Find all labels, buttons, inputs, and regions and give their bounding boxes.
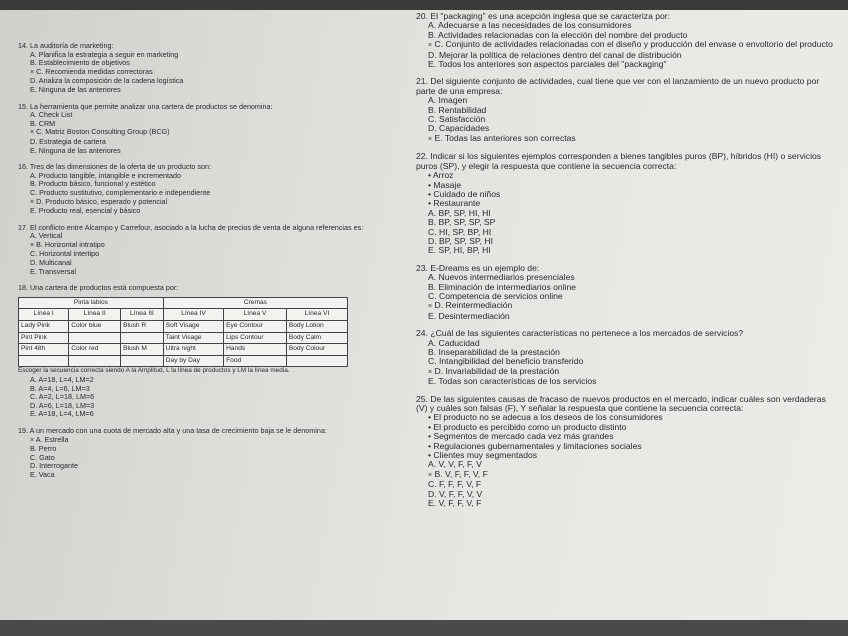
option-e: E. Ninguna de las anteriores xyxy=(30,145,121,155)
question-stem: 21. Del siguiente conjunto de actividades, cual tiene que ver con el lanzamiento de un nuevo producto por parte de una empresa: xyxy=(416,76,820,96)
check-mark: × xyxy=(30,68,35,76)
option-b: B. CRM xyxy=(30,118,56,128)
option-e: E. SP, HI, BP, HI xyxy=(428,245,491,256)
question-stem: 17. El conflicto entre Alcampo y Carrefour, asociado a la lucha de precios de venta de alguna referencias es: xyxy=(18,222,364,232)
option-a: A. V, V, F, F, V xyxy=(428,459,482,470)
question-stem: 16. Tres de las dimensiones de la oferta de un producto son: xyxy=(18,162,211,172)
column-header: Línea V xyxy=(224,309,287,321)
check-mark: × xyxy=(428,471,433,479)
option-e: × E. Todas las anteriores son correctas xyxy=(428,132,576,143)
option-c: C. Satisfacción xyxy=(428,114,486,125)
list-item: • Cuidado de niños xyxy=(428,188,501,199)
option-a: A. Planifica la estrategia a seguir en marketing xyxy=(30,49,179,59)
question-24 xyxy=(416,329,836,386)
table-row xyxy=(19,321,348,333)
option-d: D. Interrogante xyxy=(30,461,78,471)
check-mark: × xyxy=(30,198,35,206)
table-cell: Day by Day xyxy=(163,355,223,367)
option-b: B. Establecimiento de objetivos xyxy=(30,58,130,68)
list-item: • Clientes muy segmentados xyxy=(428,450,538,461)
question-stem: 22. Indicar si los siguientes ejemplos corresponden a bienes tangibles puros (BP), híbridos (HI) o servicios puros (SP), y elegir la respuesta que contiene la secuencia correcta: xyxy=(416,151,822,171)
question-19 xyxy=(18,427,410,480)
option-a: A. Producto tangible, intangible e incrementado xyxy=(30,170,182,180)
table-cell: Lips Contour xyxy=(224,332,287,344)
option-e: E. Todas son características de los servicios xyxy=(428,376,597,387)
question-stem: 18. Una cartera de productos está compuesta por: xyxy=(18,283,179,293)
product-portfolio-table-wrap xyxy=(18,297,410,368)
option-b: B. A=4, L=6, LM=3 xyxy=(30,383,90,393)
column-header: Línea II xyxy=(69,309,121,321)
option-d: D. A=6, L=18, LM=3 xyxy=(30,400,95,410)
question-25 xyxy=(416,395,836,509)
table-cell xyxy=(19,355,69,367)
list-item: • Segmentos de mercado cada vez más grandes xyxy=(428,431,614,442)
question-stem: 19. A un mercado con una cuota de mercado alta y una tasa de crecimiento baja se le denomina: xyxy=(18,425,327,435)
check-mark: × xyxy=(428,42,433,50)
option-e: E. Transversal xyxy=(30,266,76,276)
table-cell xyxy=(121,355,164,367)
option-e: E. Todos los anteriores son aspectos parciales del "packaging" xyxy=(428,59,667,70)
table-cell: Soft Visage xyxy=(163,321,223,333)
product-portfolio-table xyxy=(18,297,348,368)
option-b: B. Actividades relacionadas con la elección del nombre del producto xyxy=(428,29,688,40)
table-row xyxy=(19,332,348,344)
option-b: B. Producto básico, funcional y estético xyxy=(30,179,156,189)
option-c: × C. Matriz Boston Consulting Group (BCG) xyxy=(30,127,170,137)
list-item: • Regulaciones gubernamentales y limitaciones sociales xyxy=(428,440,642,451)
table-cell: Body Calm xyxy=(286,332,347,344)
column-header: Línea I xyxy=(19,309,69,321)
list-item: • Restaurante xyxy=(428,198,481,209)
option-b: B. Inseparabilidad de la prestación xyxy=(428,347,560,357)
option-a: A. Vertical xyxy=(30,231,63,241)
table-cell: Ultra night xyxy=(163,344,223,356)
question-21 xyxy=(416,77,836,144)
option-c: C. A=2, L=18, LM=6 xyxy=(30,392,95,402)
list-item: • El producto no se adecua a los deseos de los consumidores xyxy=(428,412,663,423)
option-c: C. Horizontal intertipo xyxy=(30,249,100,259)
question-18 xyxy=(18,284,410,419)
table-cell: Color blue xyxy=(69,321,121,333)
column-header: Línea IV xyxy=(163,309,223,321)
table-cell: Taint Visage xyxy=(163,332,223,344)
question-stem: 20. El "packaging" es una acepción inglesa que se caracteriza por: xyxy=(416,11,671,21)
option-c: C. Competencia de servicios online xyxy=(428,290,563,301)
table-cell: Blush M xyxy=(121,344,164,356)
table-cell: Hands xyxy=(224,344,287,356)
group-header-pinta-labios: Pinta labios xyxy=(19,297,164,309)
list-item: • Masaje xyxy=(428,179,462,190)
option-d: D. BP, SP, SP, HI xyxy=(428,235,493,246)
table-cell: Body Lotion xyxy=(286,321,347,333)
question-14 xyxy=(18,42,410,95)
option-d: D. Mejorar la política de relaciones dentro del canal de distribución xyxy=(428,49,682,60)
list-item: • Arroz xyxy=(428,170,454,181)
top-edge xyxy=(0,0,848,10)
option-a: A. Check List xyxy=(30,110,73,120)
option-a: × A. Estrella xyxy=(30,434,69,444)
question-stem: 25. De las siguientes causas de fracaso de nuevos productos en el mercado, indicar cuáles son verdaderas (V) y cuáles son falsas (F), Y señalar la respuesta que contiene la secuencia correcta: xyxy=(416,393,826,414)
option-d: × D. Producto básico, esperado y potencial xyxy=(30,196,168,206)
option-e: E. Desintermediación xyxy=(428,310,510,321)
check-mark: × xyxy=(428,368,433,376)
table-cell xyxy=(69,355,121,367)
option-c: × C. Recomienda medidas correctoras xyxy=(30,66,153,76)
option-e: E. Producto real, esencial y básico xyxy=(30,206,141,216)
table-cell: Pint Pink xyxy=(19,332,69,344)
check-mark: × xyxy=(30,241,35,249)
option-b: × B. V, F, F, V, F xyxy=(428,468,488,479)
option-b: × B. Horizontal intratipo xyxy=(30,239,105,249)
option-d: × D. Invariabilidad de la prestación xyxy=(428,365,560,376)
option-e: E. Vaca xyxy=(30,469,55,479)
option-b: B. Perro xyxy=(30,444,57,454)
option-a: A. Imagen xyxy=(428,95,468,106)
table-cell xyxy=(69,332,121,344)
option-a: A. Adecuarse a las necesidades de los consumidores xyxy=(428,20,632,31)
column-header: Línea III xyxy=(121,309,164,321)
left-column xyxy=(18,42,410,488)
option-d: D. Analiza la composición de la cadena logística xyxy=(30,76,184,86)
table-header-row xyxy=(19,309,348,321)
option-e: E. A=18, L=4, LM=6 xyxy=(30,409,94,419)
check-mark: × xyxy=(30,436,35,444)
question-15 xyxy=(18,103,410,156)
option-d: D. Estrategia de cartera xyxy=(30,136,106,146)
table-cell: Food xyxy=(224,355,287,367)
option-a: A. A=18, L=4, LM=2 xyxy=(30,375,94,384)
question-17 xyxy=(18,224,410,277)
option-c: C. Producto sustitutivo, complementario e independiente xyxy=(30,187,211,197)
table-cell: Eye Contour xyxy=(224,321,287,333)
option-e: E. V, F, F, V, F xyxy=(428,498,482,509)
question-16 xyxy=(18,163,410,216)
table-cell: Pint 48h xyxy=(19,344,69,356)
option-b: B. Rentabilidad xyxy=(428,104,487,115)
question-stem: 23. E-Dreams es un ejemplo de: xyxy=(416,262,540,273)
bottom-edge xyxy=(0,620,848,636)
option-b: B. BP, SP, SP, SP xyxy=(428,217,496,228)
option-c: C. Gato xyxy=(30,452,55,462)
option-c: C. HI, SP, BP, HI xyxy=(428,226,492,237)
table-row xyxy=(19,355,348,367)
table-cell: Blush R xyxy=(121,321,164,333)
option-a: A. Nuevos intermediarios presenciales xyxy=(428,272,575,283)
option-d: D. Capacidades xyxy=(428,123,490,134)
option-c: C. Intangibilidad del beneficio transferido xyxy=(428,356,584,367)
option-a: A. BP, SP, HI, HI xyxy=(428,207,491,218)
question-20 xyxy=(416,12,836,69)
question-stem: 14. La auditoría de marketing: xyxy=(18,41,114,50)
question-instruction: Escoger la secuencia correcta siendo A la Amplitud, L la línea de productos y LM la línea media. xyxy=(18,367,290,375)
check-mark: × xyxy=(428,135,433,143)
question-stem: 15. La herramienta que permite analizar una cartera de productos se denomina: xyxy=(18,101,273,111)
option-a: A. Caducidad xyxy=(428,337,480,348)
option-c: C. F, F, F, V, F xyxy=(428,479,482,490)
question-22 xyxy=(416,152,836,255)
table-cell: Lady Pink xyxy=(19,321,69,333)
option-c: × C. Conjunto de actividades relacionadas con el diseño y producción del envase o envoltorio del producto xyxy=(428,39,833,50)
table-cell: Color red xyxy=(69,344,121,356)
option-b: B. Eliminación de intermediarios online xyxy=(428,281,577,292)
group-header-cremas: Cremas xyxy=(163,297,347,309)
column-header: Línea VI xyxy=(286,309,347,321)
table-cell xyxy=(286,355,347,367)
check-mark: × xyxy=(30,129,35,137)
right-column xyxy=(416,12,836,517)
option-d: D. Multicanal xyxy=(30,258,72,268)
question-23 xyxy=(416,264,836,321)
table-row xyxy=(19,344,348,356)
option-e: E. Ninguna de las anteriores xyxy=(30,84,121,94)
question-stem: 24. ¿Cuál de las siguientes características no pertenece a los mercados de servicios? xyxy=(416,328,744,339)
option-d: D. V, F, F, V, V xyxy=(428,488,483,499)
check-mark: × xyxy=(428,303,433,311)
table-cell: Body Colour xyxy=(286,344,347,356)
list-item: • El producto es percibido como un producto distinto xyxy=(428,421,627,432)
option-d: × D. Reintermediación xyxy=(428,300,513,311)
table-cell xyxy=(121,332,164,344)
